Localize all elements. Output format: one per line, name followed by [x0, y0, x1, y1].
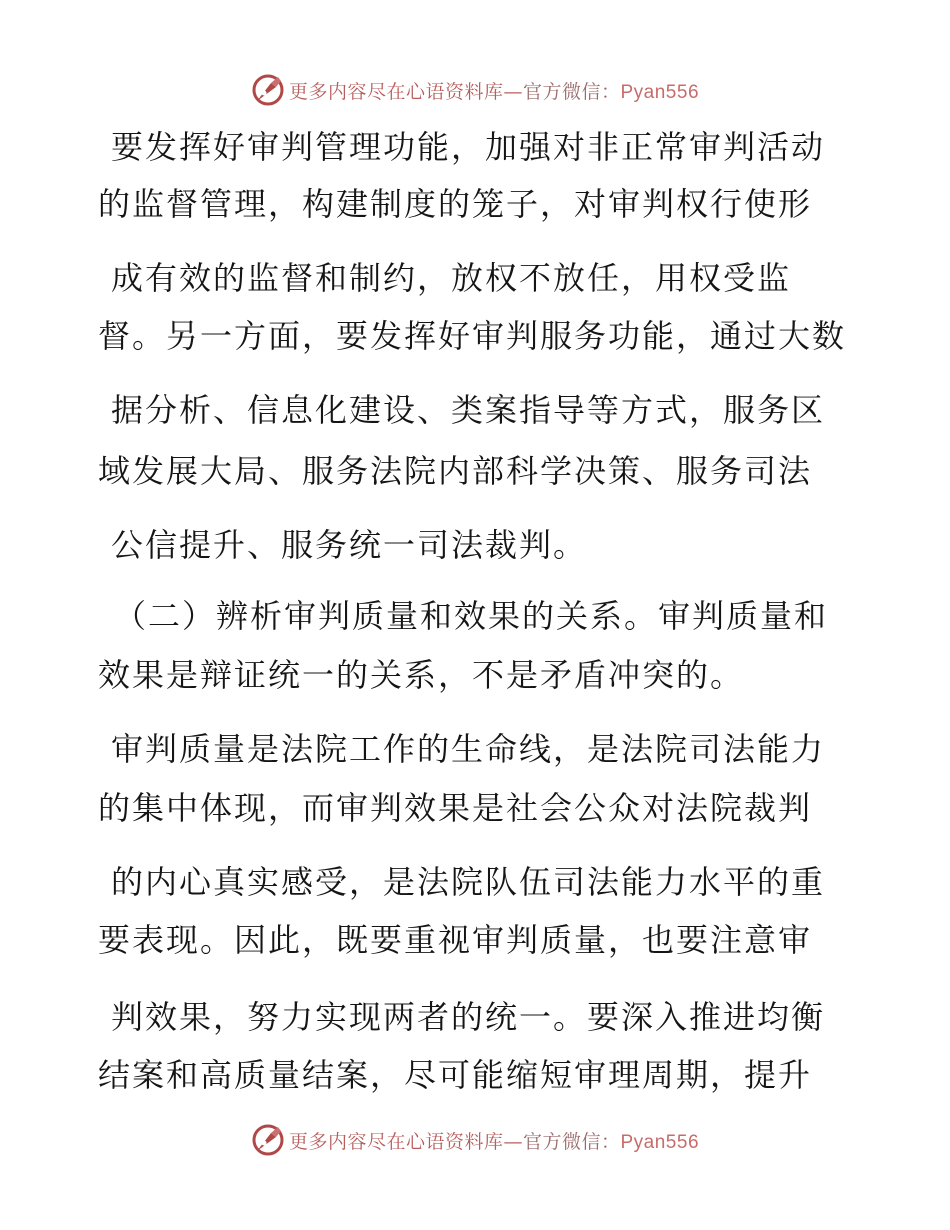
footer-banner-text	[289, 1127, 699, 1154]
footer-wechat-id: Pyan556	[620, 1131, 700, 1153]
footer-separator: —	[503, 1130, 523, 1153]
body-line: 的监督管理，构建制度的笼子，对审判权行使形	[98, 185, 813, 223]
body-line: 公信提升、服务统一司法裁判。	[111, 526, 588, 564]
body-line: 的内心真实感受，是法院队伍司法能力水平的重	[111, 863, 826, 901]
header-banner-text	[289, 77, 699, 104]
body-line: 的集中体现，而审判效果是社会公众对法院裁判	[98, 789, 813, 827]
body-line: 要发挥好审判管理功能，加强对非正常审判活动	[111, 128, 826, 166]
body-line: 判效果，努力实现两者的统一。要深入推进均衡	[111, 998, 826, 1036]
header-wechat-label: 官方微信：	[522, 80, 621, 103]
body-line: 结案和高质量结案，尽可能缩短审理周期，提升	[98, 1056, 813, 1094]
body-line: 效果是辩证统一的关系，不是矛盾冲突的。	[98, 656, 745, 694]
footer-banner	[0, 1120, 950, 1160]
body-line: 域发展大局、服务法院内部科学决策、服务司法	[98, 452, 813, 490]
footer-banner-title: 更多内容尽在心语资料库	[288, 1130, 504, 1153]
header-banner	[0, 70, 950, 110]
body-line: 据分析、信息化建设、类案指导等方式，服务区	[111, 391, 826, 429]
brand-logo-icon	[251, 1123, 285, 1157]
brand-logo-icon	[251, 73, 285, 107]
body-line: （二）辨析审判质量和效果的关系。审判质量和	[114, 597, 829, 635]
header-separator: —	[503, 80, 523, 103]
body-line: 督。另一方面，要发挥好审判服务功能，通过大数	[98, 317, 847, 355]
header-wechat-id: Pyan556	[620, 81, 700, 103]
body-line: 成有效的监督和制约，放权不放任，用权受监	[111, 259, 792, 297]
footer-wechat-label: 官方微信：	[522, 1130, 621, 1153]
header-banner-title: 更多内容尽在心语资料库	[288, 80, 504, 103]
body-line: 审判质量是法院工作的生命线，是法院司法能力	[111, 730, 826, 768]
body-line: 要表现。因此，既要重视审判质量，也要注意审	[98, 921, 813, 959]
